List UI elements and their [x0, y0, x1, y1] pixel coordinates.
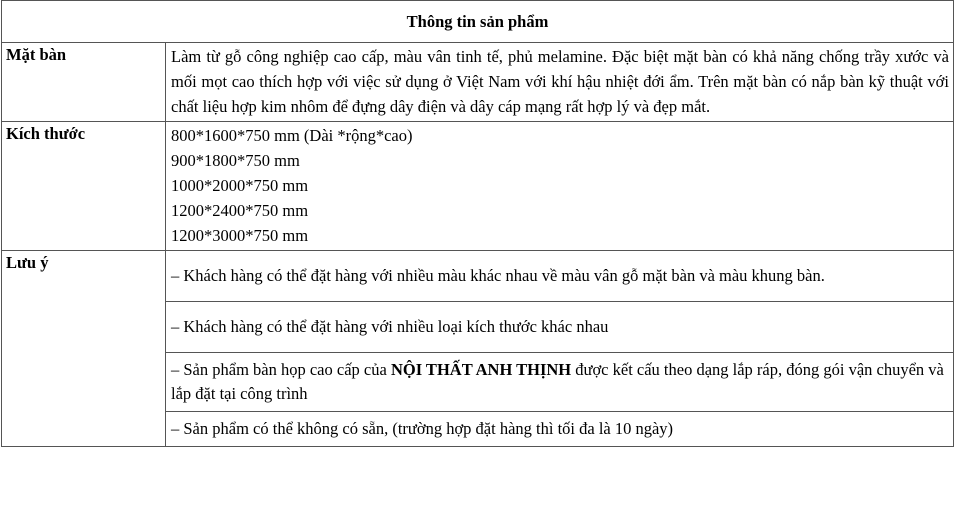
- surface-description: Làm từ gỗ công nghiệp cao cấp, màu vân tinh tế, phủ melamine. Đặc biệt mặt bàn có khả năng chống trầy xước và mối mọt cao thích hợp với việc sử dụng ở Việt Nam với khí hậu nhiệt đới ẩm. Trên mặt bàn có nắp bàn kỹ thuật với chất liệu hợp kim nhôm để đựng dây điện và dây cáp mạng rất hợp lý và đẹp mắt.: [171, 47, 949, 116]
- brand-name: NỘI THẤT ANH THỊNH: [390, 360, 572, 379]
- surface-cell: [166, 43, 954, 122]
- size-option-1: 800*1600*750 mm (Dài *rộng*cao): [171, 126, 413, 145]
- title-row: [2, 1, 954, 43]
- size-cell: [166, 122, 954, 251]
- size-option-2: 900*1800*750 mm: [171, 151, 300, 170]
- notes-label: Lưu ý: [2, 251, 166, 447]
- table-title: Thông tin sản phẩm: [2, 1, 954, 43]
- surface-row: [2, 43, 954, 122]
- product-info-table: [1, 0, 954, 447]
- note-4: – Sản phẩm có thể không có sẵn, (trường hợp đặt hàng thì tối đa là 10 ngày): [166, 412, 954, 447]
- surface-label: Mặt bàn: [2, 43, 166, 122]
- size-option-5: 1200*3000*750 mm: [171, 226, 309, 245]
- note-3-prefix: – Sản phẩm bàn họp cao cấp của: [171, 360, 391, 379]
- size-label: Kích thước: [2, 122, 166, 251]
- note-row-1: [2, 251, 954, 302]
- size-option-4: 1200*2400*750 mm: [171, 201, 309, 220]
- size-option-3: 1000*2000*750 mm: [171, 176, 309, 195]
- size-row: [2, 122, 954, 251]
- note-3: [166, 353, 954, 412]
- note-3-suffix: được kết cấu theo dạng lắp ráp, đóng gói vận chuyển và lắp đặt tại công trình: [171, 360, 944, 403]
- note-2: – Khách hàng có thể đặt hàng với nhiều loại kích thước khác nhau: [166, 302, 954, 353]
- note-1: – Khách hàng có thể đặt hàng với nhiều màu khác nhau về màu vân gỗ mặt bàn và màu khung bàn.: [166, 251, 954, 302]
